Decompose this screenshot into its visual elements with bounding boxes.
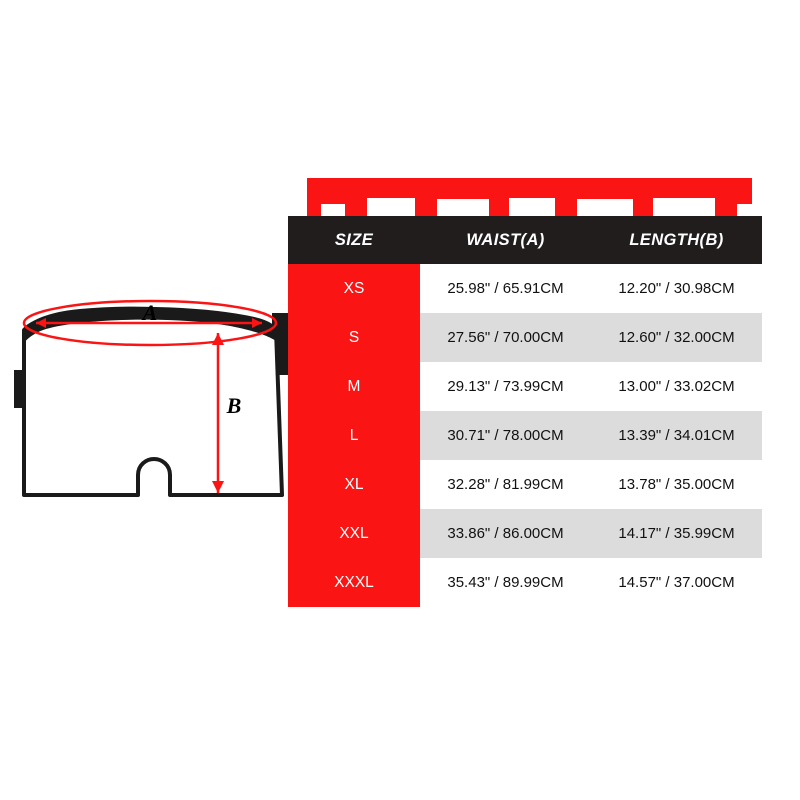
red-tab-strip — [307, 178, 752, 216]
cell-waist: 32.28" / 81.99CM — [420, 460, 591, 509]
table-row — [288, 313, 762, 362]
cell-length: 12.20" / 30.98CM — [591, 264, 762, 313]
boxer-shorts-outline-icon — [10, 285, 300, 515]
table-header-row — [288, 216, 762, 264]
cell-length: 14.17" / 35.99CM — [591, 509, 762, 558]
cell-length: 13.78" / 35.00CM — [591, 460, 762, 509]
header-waist: WAIST(A) — [420, 216, 591, 264]
garment-diagram — [10, 285, 300, 515]
table-row — [288, 558, 762, 607]
cell-length: 13.00" / 33.02CM — [591, 362, 762, 411]
cell-size: XXXL — [288, 558, 420, 607]
cell-waist: 35.43" / 89.99CM — [420, 558, 591, 607]
length-label: B — [226, 393, 242, 418]
cell-length: 13.39" / 34.01CM — [591, 411, 762, 460]
header-length: LENGTH(B) — [591, 216, 762, 264]
header-size: SIZE — [288, 216, 420, 264]
cell-size: XXL — [288, 509, 420, 558]
table-row — [288, 411, 762, 460]
table-row — [288, 509, 762, 558]
cell-size: S — [288, 313, 420, 362]
table-row — [288, 362, 762, 411]
cell-size: L — [288, 411, 420, 460]
cell-size: M — [288, 362, 420, 411]
cell-size: XL — [288, 460, 420, 509]
cell-waist: 30.71" / 78.00CM — [420, 411, 591, 460]
cell-waist: 27.56" / 70.00CM — [420, 313, 591, 362]
cell-length: 14.57" / 37.00CM — [591, 558, 762, 607]
cell-length: 12.60" / 32.00CM — [591, 313, 762, 362]
cell-size: XS — [288, 264, 420, 313]
cell-waist: 25.98" / 65.91CM — [420, 264, 591, 313]
cell-waist: 33.86" / 86.00CM — [420, 509, 591, 558]
waist-label: A — [142, 300, 158, 325]
table-row — [288, 264, 762, 313]
size-chart-table — [288, 216, 762, 607]
table-row — [288, 460, 762, 509]
cell-waist: 29.13" / 73.99CM — [420, 362, 591, 411]
